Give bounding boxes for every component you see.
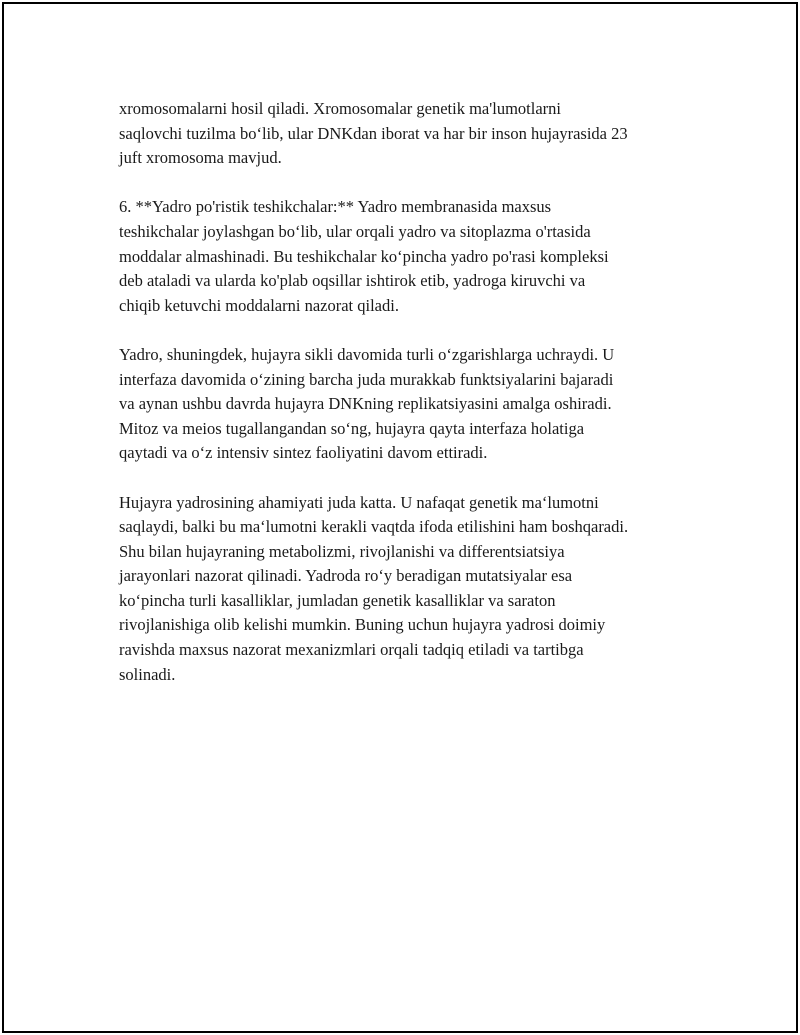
paragraph-nuclear-pores: 6. **Yadro po'ristik teshikchalar:** Yadro membranasida maxsus teshikchalar joylashgan bo‘lib, ular orqali yadro va sitoplazma o'rtasida moddalar almashinadi. Bu teshikchalar ko‘pincha yadro po'rasi kompleksi deb ataladi va ularda ko'plab oqsillar ishtirok etib, yadroga kiruvchi va chiqib ketuvchi moddalarni nazorat qiladi. xyxy=(119,197,609,315)
document-body xyxy=(119,97,699,712)
paragraph-cell-cycle: Yadro, shuningdek, hujayra sikli davomida turli o‘zgarishlarga uchraydi. U interfaza davomida o‘zining barcha juda murakkab funktsiyalarini bajaradi va aynan ushbu davrda hujayra DNKning replikatsiyasini amalga oshiradi. Mitoz va meios tugallangandan so‘ng, hujayra qayta interfaza holatiga qaytadi va o‘z intensiv sintez faoliyatini davom ettiradi. xyxy=(119,344,615,463)
paragraph-chromosomes-continuation: xromosomalarni hosil qiladi. Xromosomalar genetik ma'lumotlarni saqlovchi tuzilma bo‘lib, ular DNKdan iborat va har bir inson hujayrasida 23 juft xromosoma mavjud. xyxy=(119,99,628,168)
paragraph-nucleus-importance: Hujayra yadrosining ahamiyati juda katta. U nafaqat genetik ma‘lumotni saqlaydi, balki bu ma‘lumotni kerakli vaqtda ifoda etilishini ham boshqaradi. Shu bilan hujayraning metabolizmi, rivojlanishi va differentsiatsiya jarayonlari nazorat qilinadi. Yadroda ro‘y beradigan mutatsiyalar esa ko‘pincha turli kasalliklar, jumladan genetik kasalliklar va saraton rivojlanishiga olib kelishi mumkin. Buning uchun hujayra yadrosi doimiy ravishda maxsus nazorat mexanizmlari orqali tadqiq etiladi va tartibga solinadi. xyxy=(119,492,629,684)
page-frame xyxy=(2,2,798,1033)
